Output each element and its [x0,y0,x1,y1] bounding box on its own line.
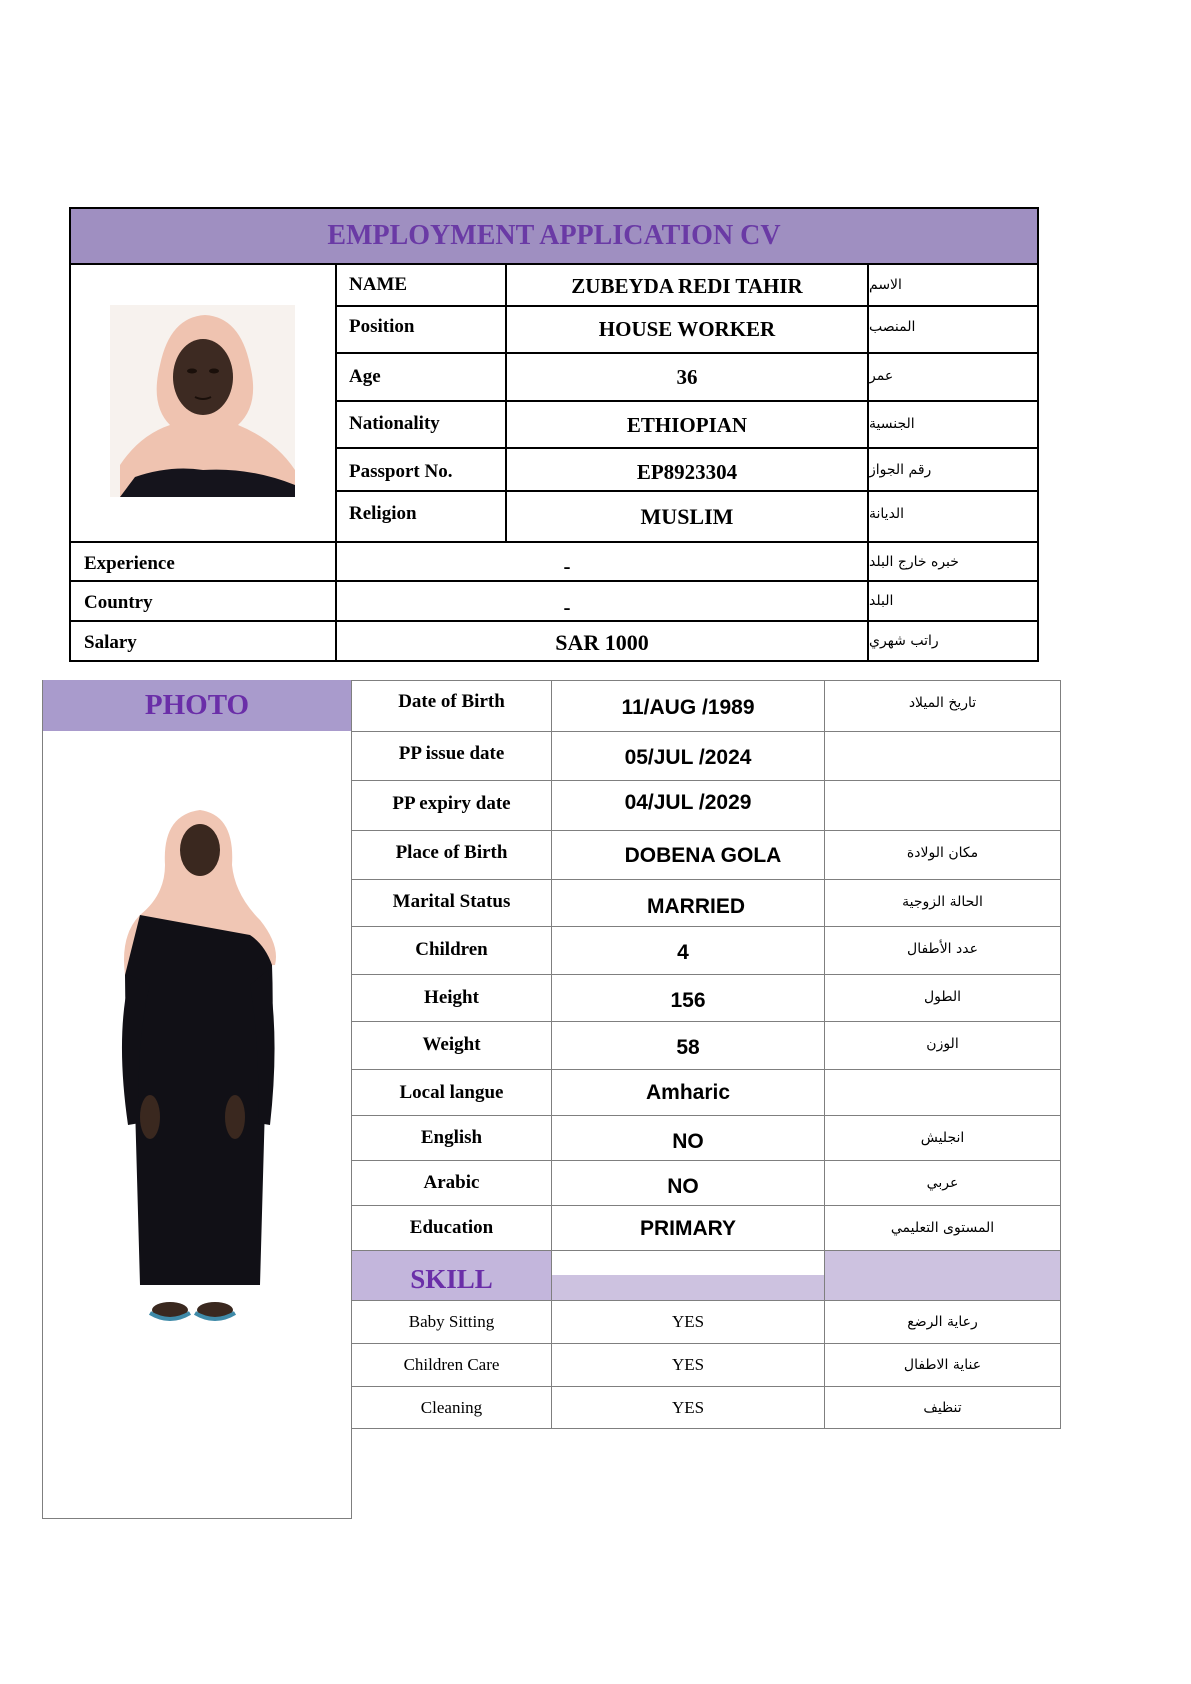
height-arabic-label: الطول [923,989,962,1005]
skill-cleaning-label: Cleaning [420,1397,483,1417]
pp-expiry-value: 04/JUL /2029 [624,791,752,814]
skill-cleaning-value: YES [671,1397,705,1417]
place-of-birth-value: DOBENA GOLA [624,844,782,867]
position-arabic-label: المنصب [869,319,916,335]
country-arabic-label: البلد [869,593,894,609]
skill-children-care-arabic-label: عناية الاطفال [903,1357,982,1373]
skill-children-care-label: Children Care [403,1355,500,1374]
experience-label: Experience [84,553,175,574]
full-body-photo [110,805,280,1325]
age-arabic-label: عمر [869,368,894,384]
skill-header-band-right [825,1251,1060,1300]
salary-arabic-label: راتب شهري [869,633,939,649]
portrait-photo [110,305,295,497]
place-of-birth-label: Place of Birth [395,842,508,863]
education-arabic-label: المستوى التعليمي [890,1220,995,1236]
position-value: HOUSE WORKER [598,317,776,341]
border-line [1037,207,1039,662]
arabic-label: Arabic [423,1172,480,1193]
salary-value: SAR 1000 [555,630,649,655]
name-label: NAME [349,274,408,295]
height-value: 156 [670,989,706,1012]
age-value: 36 [676,364,698,389]
page-title: EMPLOYMENT APPLICATION CV [327,220,781,251]
border-line [69,207,71,662]
experience-value: - [563,553,571,578]
border-line [42,1518,352,1519]
passport-arabic-label: رقم الجواز [869,462,932,478]
nationality-label: Nationality [349,413,440,434]
nationality-arabic-label: الجنسية [869,416,915,432]
english-label: English [420,1127,483,1148]
children-label: Children [415,939,488,960]
children-value: 4 [677,941,689,964]
dob-value: 11/AUG /1989 [621,696,755,719]
height-label: Height [424,987,479,1008]
salary-label: Salary [84,632,137,653]
country-value: - [563,594,571,619]
name-value: ZUBEYDA REDI TAHIR [571,273,803,298]
marital-status-label: Marital Status [392,891,511,912]
place-of-birth-arabic-label: مكان الولادة [906,845,979,861]
religion-arabic-label: الديانة [869,506,905,522]
weight-value: 58 [676,1036,700,1059]
pp-expiry-label: PP expiry date [392,793,511,814]
experience-arabic-label: خبره خارج البلد [869,553,959,570]
local-language-value: Amharic [645,1081,731,1104]
religion-label: Religion [349,503,417,524]
education-value: PRIMARY [639,1217,737,1240]
nationality-value: ETHIOPIAN [626,412,748,437]
skill-baby-sitting-label: Baby Sitting [408,1312,495,1331]
passport-value: EP8923304 [636,459,738,484]
photo-header: PHOTO [144,689,250,721]
arabic-value: NO [667,1175,699,1198]
dob-arabic-label: تاريخ الميلاد [908,695,977,711]
border-line [351,1428,1061,1429]
skill-children-care-value: YES [671,1355,705,1374]
religion-value: MUSLIM [640,504,734,529]
skill-header-band-mid [552,1275,824,1300]
pp-issue-label: PP issue date [398,743,505,764]
weight-label: Weight [422,1034,481,1055]
weight-arabic-label: الوزن [926,1036,959,1052]
skill-baby-sitting-arabic-label: رعاية الرضع [907,1314,978,1330]
age-label: Age [349,366,381,387]
country-label: Country [84,592,153,613]
english-value: NO [672,1130,704,1153]
skill-header: SKILL [410,1264,493,1294]
marital-status-arabic-label: الحالة الزوجية [902,894,983,910]
english-arabic-label: انجليش [920,1130,965,1146]
border-line [70,207,1039,209]
local-language-label: Local langue [399,1082,504,1103]
skill-baby-sitting-value: YES [671,1312,705,1331]
passport-label: Passport No. [349,461,453,482]
arabic-arabic-label: عربي [926,1175,959,1191]
education-label: Education [409,1217,494,1238]
pp-issue-value: 05/JUL /2024 [624,746,752,769]
name-arabic-label: الاسم [869,277,902,293]
marital-status-value: MARRIED [647,895,745,918]
children-arabic-label: عدد الأطفال [907,941,978,957]
position-label: Position [349,316,415,337]
skill-cleaning-arabic-label: تنظيف [923,1399,962,1416]
border-line [42,680,43,1519]
border-line [1060,680,1061,1428]
dob-label: Date of Birth [398,691,505,712]
